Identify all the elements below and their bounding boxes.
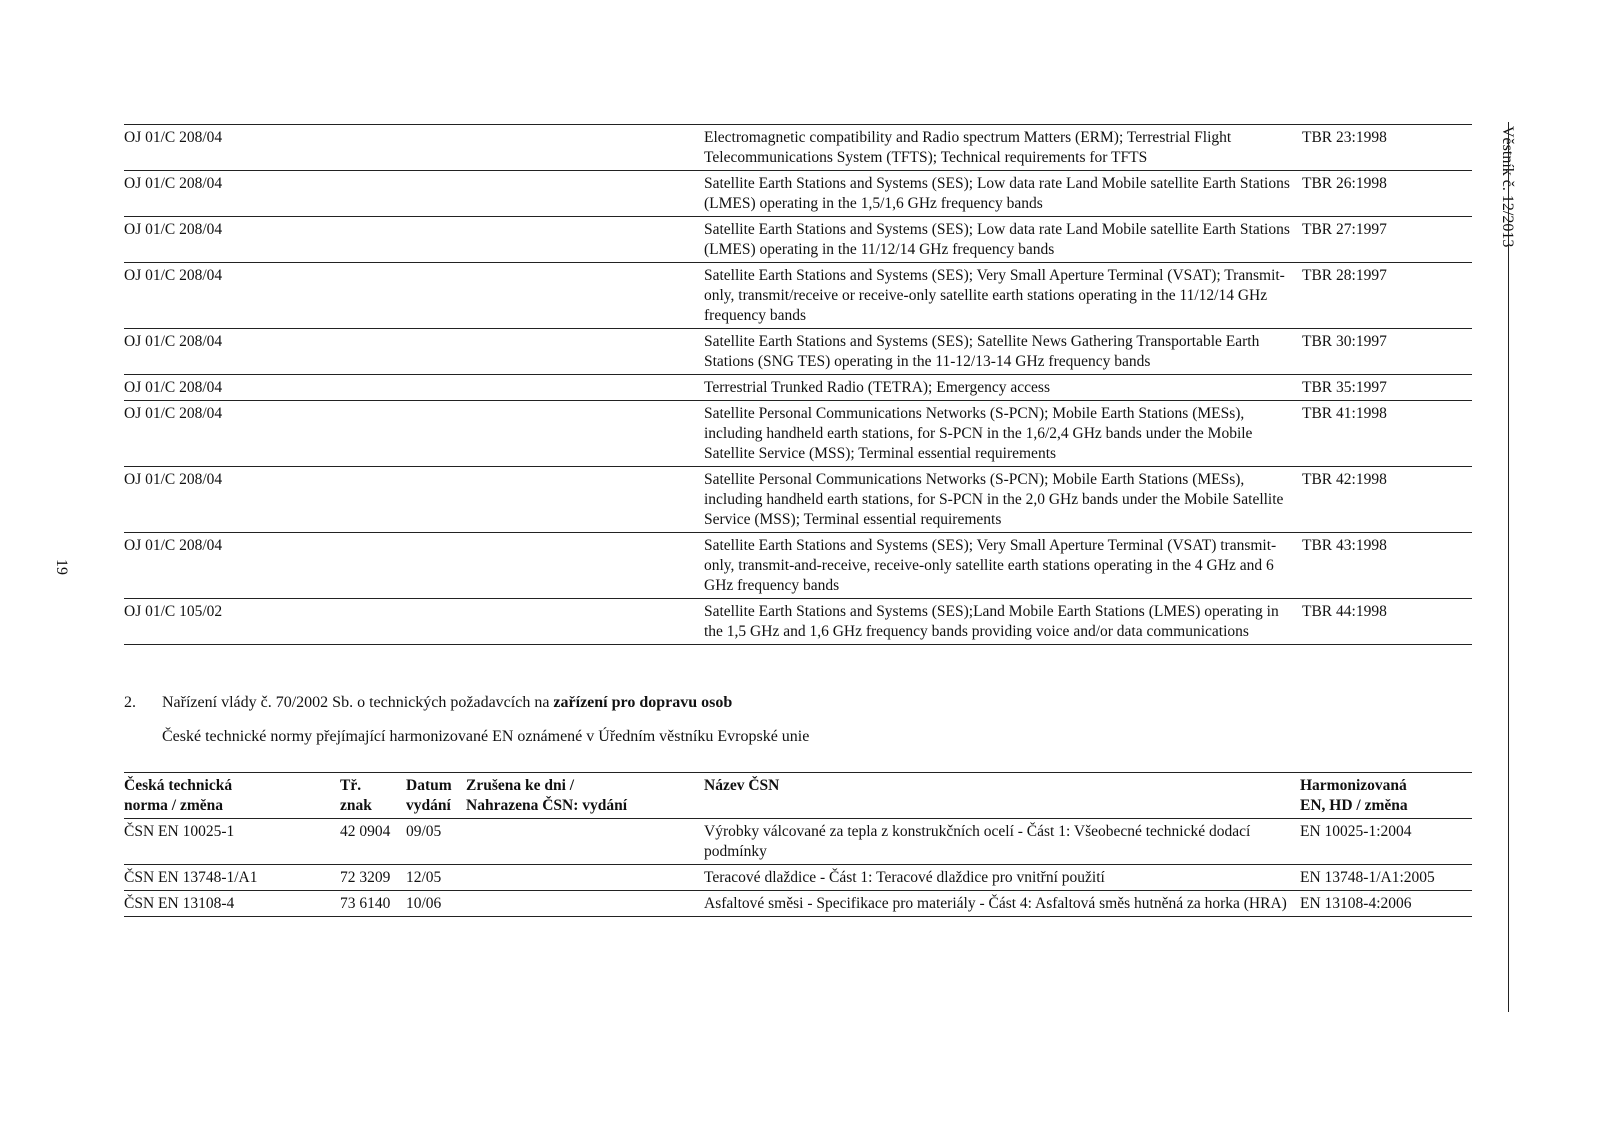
oj-reference: OJ 01/C 208/04 xyxy=(124,375,704,401)
oj-reference: OJ 01/C 208/04 xyxy=(124,329,704,375)
csn-standards-table xyxy=(124,772,1472,917)
table-row xyxy=(124,217,1472,263)
replacement xyxy=(466,865,704,891)
table-row xyxy=(124,819,1472,865)
replacement xyxy=(466,819,704,865)
section-heading xyxy=(124,694,732,712)
header-harmonized: Harmonizovaná EN, HD / změna xyxy=(1300,773,1472,819)
standard-number: TBR 41:1998 xyxy=(1302,401,1472,467)
table-row xyxy=(124,891,1472,917)
oj-reference: OJ 01/C 208/04 xyxy=(124,263,704,329)
section-subheading: České technické normy přejímající harmonizované EN oznámené v Úředním věstníku Evropské unie xyxy=(162,728,810,745)
csn-number: ČSN EN 13748-1/A1 xyxy=(124,865,340,891)
issue-date: 09/05 xyxy=(406,823,442,840)
table-row xyxy=(124,263,1472,329)
table-row xyxy=(124,375,1472,401)
standard-number: TBR 27:1997 xyxy=(1302,217,1472,263)
standard-number: TBR 42:1998 xyxy=(1302,467,1472,533)
replacement xyxy=(466,891,704,917)
class-code: 72 3209 xyxy=(340,865,406,891)
running-head: Věstník č. 12/2013 xyxy=(1499,126,1516,248)
section-number: 2. xyxy=(124,694,136,711)
csn-name: Teracové dlaždice - Část 1: Teracové dlaždice pro vnitřní použití xyxy=(704,865,1300,891)
section-text-bold: zařízení pro dopravu osob xyxy=(553,694,733,711)
issue-date: 12/05 xyxy=(406,865,466,891)
oj-reference: OJ 01/C 208/04 xyxy=(124,533,704,599)
page-number: 19 xyxy=(53,559,70,575)
class-code: 42 0904 xyxy=(340,823,391,840)
table-row xyxy=(124,171,1472,217)
standard-title: Satellite Earth Stations and Systems (SES); Very Small Aperture Terminal (VSAT); Transmit-only, transmit/receive or receive-only satellite earth stations operating in the 11/12/14 GHz frequency bands xyxy=(704,263,1302,329)
header-csn: Česká technická norma / změna xyxy=(124,773,340,819)
standard-title: Satellite Personal Communications Networks (S-PCN); Mobile Earth Stations (MESs), including handheld earth stations, for S-PCN in the 1,6/2,4 GHz bands under the Mobile Satellite Service (MSS); Terminal essential requirements xyxy=(704,401,1302,467)
csn-number: ČSN EN 13108-4 xyxy=(124,891,340,917)
header-replacement: Zrušena ke dni / Nahrazena ČSN: vydání xyxy=(466,773,704,819)
oj-reference: OJ 01/C 208/04 xyxy=(124,401,704,467)
oj-references-table xyxy=(124,124,1472,645)
standard-number: TBR 23:1998 xyxy=(1302,129,1387,146)
standard-title: Satellite Earth Stations and Systems (SES);Land Mobile Earth Stations (LMES) operating in the 1,5 GHz and 1,6 GHz frequency bands providing voice and/or data communications xyxy=(704,599,1302,645)
table-row xyxy=(124,599,1472,645)
standard-number: TBR 35:1997 xyxy=(1302,375,1472,401)
standard-number: TBR 44:1998 xyxy=(1302,599,1472,645)
standard-number: TBR 26:1998 xyxy=(1302,171,1472,217)
header-date: Datum vydání xyxy=(406,773,466,819)
standard-title: Electromagnetic compatibility and Radio spectrum Matters (ERM); Terrestrial Flight Telecommunications System (TFTS); Technical requirements for TFTS xyxy=(704,129,1232,166)
standard-title: Satellite Earth Stations and Systems (SES); Satellite News Gathering Transportable Earth Stations (SNG TES) operating in the 11-12/13-14 GHz frequency bands xyxy=(704,329,1302,375)
harmonized-en: EN 13748-1/A1:2005 xyxy=(1300,865,1472,891)
oj-reference: OJ 01/C 208/04 xyxy=(124,467,704,533)
oj-reference: OJ 01/C 208/04 xyxy=(124,171,704,217)
table-row xyxy=(124,329,1472,375)
oj-reference: OJ 01/C 208/04 xyxy=(124,129,223,146)
standard-number: TBR 30:1997 xyxy=(1302,329,1472,375)
standard-number: TBR 43:1998 xyxy=(1302,533,1472,599)
standard-title: Satellite Earth Stations and Systems (SES); Very Small Aperture Terminal (VSAT) transmit-only, transmit-and-receive, receive-only satellite earth stations operating in the 4 GHz and 6 GHz frequency bands xyxy=(704,533,1302,599)
table-row xyxy=(124,533,1472,599)
csn-name: Výrobky válcované za tepla z konstrukčních ocelí - Část 1: Všeobecné technické dodací podmínky xyxy=(704,823,1251,860)
standard-number: TBR 28:1997 xyxy=(1302,263,1472,329)
table-row xyxy=(124,865,1472,891)
harmonized-en: EN 13108-4:2006 xyxy=(1300,891,1472,917)
margin-rule xyxy=(1508,122,1509,1012)
section-text: Nařízení vlády č. 70/2002 Sb. o technických požadavcích na xyxy=(162,694,554,711)
table-row xyxy=(124,467,1472,533)
header-class: Tř. znak xyxy=(340,773,406,819)
oj-reference: OJ 01/C 208/04 xyxy=(124,217,704,263)
csn-name: Asfaltové směsi - Specifikace pro materiály - Část 4: Asfaltová směs hutněná za horka (HRA) xyxy=(704,891,1300,917)
standard-title: Satellite Earth Stations and Systems (SES); Low data rate Land Mobile satellite Earth Stations (LMES) operating in the 11/12/14 GHz frequency bands xyxy=(704,217,1302,263)
harmonized-en: EN 10025-1:2004 xyxy=(1300,823,1412,840)
oj-reference: OJ 01/C 105/02 xyxy=(124,599,704,645)
header-name: Název ČSN xyxy=(704,773,1300,819)
table-row xyxy=(124,125,1472,171)
issue-date: 10/06 xyxy=(406,891,466,917)
class-code: 73 6140 xyxy=(340,891,406,917)
table-row xyxy=(124,401,1472,467)
standard-title: Satellite Earth Stations and Systems (SES); Low data rate Land Mobile satellite Earth Stations (LMES) operating in the 1,5/1,6 GHz frequency bands xyxy=(704,171,1302,217)
standard-title: Terrestrial Trunked Radio (TETRA); Emergency access xyxy=(704,375,1302,401)
standard-title: Satellite Personal Communications Networks (S-PCN); Mobile Earth Stations (MESs), including handheld earth stations, for S-PCN in the 2,0 GHz bands under the Mobile Satellite Service (MSS); Terminal essential requirements xyxy=(704,467,1302,533)
csn-number: ČSN EN 10025-1 xyxy=(124,823,235,840)
table-header-row xyxy=(124,773,1472,819)
